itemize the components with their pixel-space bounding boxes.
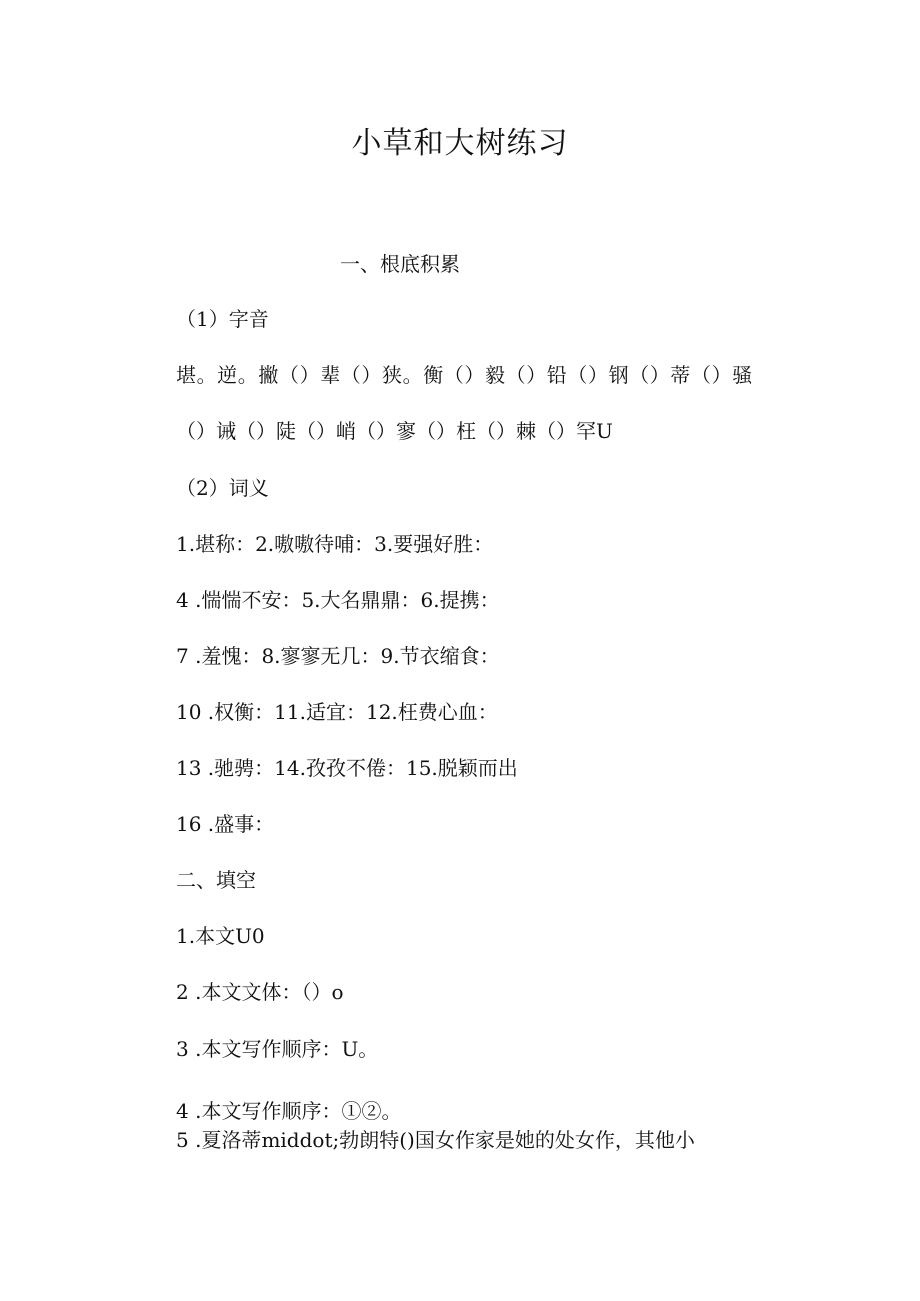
document-title: 小草和大树练习 [351, 126, 569, 161]
pronunciation-line-2: （）诫（）陡（）峭（）寥（）枉（）棘（）罕U [176, 419, 613, 443]
fill-line: 5 .夏洛蒂middot;勃朗特()国女作家是她的处女作，其他小 [176, 1128, 695, 1152]
pronunciation-line-1: 堪。逆。撇（）辈（）狭。衡（）毅（）铅（）钢（）蒂（）骚 [176, 363, 753, 387]
vocab-line: 16 .盛事： [176, 812, 275, 836]
section2-heading: 二、填空 [176, 868, 256, 892]
vocab-line: 4 .惴惴不安：5.大名鼎鼎：6.提携： [176, 588, 500, 612]
vocabulary-subheading: （2）词义 [176, 476, 269, 500]
pronunciation-subheading: （1）字音 [176, 307, 269, 331]
fill-line: 4 .本文写作顺序：①②。 [176, 1099, 402, 1123]
vocab-line: 7 .羞愧：8.寥寥无几：9.节衣缩食： [176, 644, 500, 668]
fill-line: 1.本文U0 [176, 924, 265, 948]
vocab-line: 1.堪称：2.嗷嗷待哺：3.要强好胜： [176, 532, 494, 556]
fill-line: 2 .本文文体：（）o [176, 980, 344, 1004]
section1-heading: 一、根底积累 [340, 252, 460, 276]
vocab-line: 10 .权衡：11.适宜：12.枉费心血： [176, 700, 498, 724]
fill-line: 3 .本文写作顺序：U。 [176, 1037, 379, 1061]
vocab-line: 13 .驰骋：14.孜孜不倦：15.脱颖而出 [176, 756, 518, 780]
